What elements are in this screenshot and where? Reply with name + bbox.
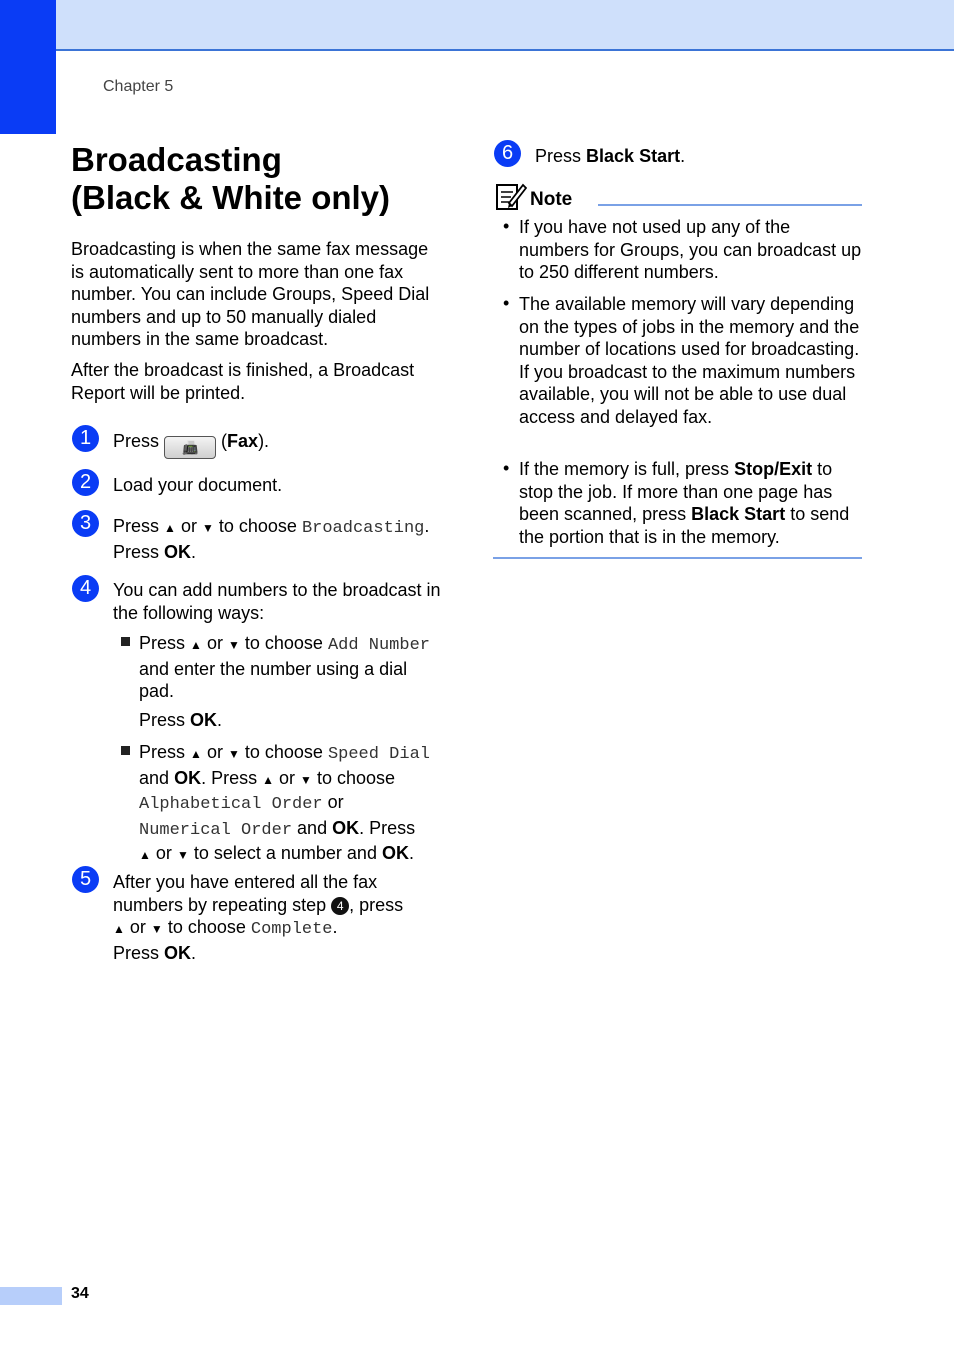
step-4b-or: or bbox=[206, 742, 223, 762]
step-6-text: Press Black Start. bbox=[535, 146, 686, 166]
step-6-press: Press bbox=[535, 146, 582, 166]
down-arrow-icon: ▼ bbox=[227, 638, 240, 652]
note-item-3-a: If the memory is full, press bbox=[519, 459, 730, 479]
step-4b-press-2: . Press bbox=[201, 767, 258, 788]
step-3-press-2: Press bbox=[113, 541, 160, 562]
fax-label: Fax bbox=[227, 431, 259, 451]
up-arrow-icon: ▲ bbox=[164, 521, 176, 535]
step-3-or: or bbox=[180, 516, 197, 536]
step-3-to-choose: to choose bbox=[218, 516, 297, 536]
step-4-reference-icon: 4 bbox=[331, 897, 349, 915]
step-5-line-2: numbers by repeating step bbox=[113, 894, 327, 915]
down-arrow-icon: ▼ bbox=[150, 922, 163, 936]
step-4b-to-select: to select a number and bbox=[193, 843, 377, 863]
step-4b-or-3: or bbox=[327, 792, 344, 812]
chapter-tab bbox=[0, 0, 56, 134]
title-line-1: Broadcasting bbox=[71, 141, 282, 178]
step-4-badge: 4 bbox=[72, 575, 99, 602]
header-band bbox=[0, 0, 954, 51]
step-4a-rest: and enter the number using a dial pad. bbox=[139, 658, 408, 701]
note-item-3-c: to send the portion that is in the memory. bbox=[519, 504, 850, 547]
step-2-badge: 2 bbox=[72, 469, 99, 496]
ok-key: OK bbox=[164, 942, 192, 963]
ok-key: OK bbox=[190, 710, 218, 730]
step-4a-press: Press bbox=[139, 633, 186, 653]
step-4b-press-3: . Press bbox=[359, 817, 416, 838]
menu-numerical-order: Numerical Order bbox=[139, 820, 293, 840]
chapter-label: Chapter 5 bbox=[103, 78, 174, 95]
step-4b-press: Press bbox=[139, 742, 186, 762]
note-item-2: The available memory will vary depending on the types of jobs in the memory and the number of locations used for broadcasting. If you broadcast to the maximum numbers available, you will not be able to use dual access and delayed fax. bbox=[519, 294, 860, 427]
step-4b-or-2: or bbox=[279, 767, 296, 788]
menu-broadcasting: Broadcasting bbox=[301, 519, 425, 538]
down-arrow-icon: ▼ bbox=[300, 772, 312, 787]
up-arrow-icon: ▲ bbox=[139, 848, 151, 862]
stop-exit-key: Stop/Exit bbox=[734, 459, 813, 479]
step-5-text: After you have entered all the fax numbers by repeating step 4 , press ▲ or ▼ to choose Complete. Press OK. bbox=[113, 872, 404, 963]
step-4-text: You can add numbers to the broadcast in the following ways: bbox=[113, 580, 441, 623]
note-item-3-b: to stop the job. If more than one page has been scanned, press bbox=[519, 459, 833, 524]
step-4a-text bbox=[139, 632, 444, 703]
step-4b-and: and bbox=[139, 767, 170, 788]
step-4b-text: Press ▲ or ▼ to choose Speed Dial and OK. Press ▲ or ▼ to choose Alphabetical Order or Numerical Order and OK. Press ▲ or ▼ to select a number and OK. bbox=[139, 742, 430, 863]
step-4a-to-choose: to choose bbox=[244, 633, 323, 653]
up-arrow-icon: ▲ bbox=[113, 922, 125, 936]
step-4b-and-2: and bbox=[297, 817, 328, 838]
step-3-press: Press bbox=[113, 516, 160, 536]
bullet-dot: • bbox=[503, 216, 510, 236]
step-4a-or: or bbox=[206, 633, 223, 653]
ok-key: OK bbox=[164, 541, 192, 562]
menu-alphabetical-order: Alphabetical Order bbox=[139, 795, 323, 814]
down-arrow-icon: ▼ bbox=[201, 521, 214, 535]
up-arrow-icon: ▲ bbox=[262, 772, 274, 787]
step-5-line-1: After you have entered all the fax bbox=[113, 872, 378, 892]
intro-paragraph-1: Broadcasting is when the same fax message is automatically sent to more than one fax number. You can include Groups, Speed Dial numbers and up to 50 manually dialed numbers in the same broadcast. bbox=[71, 239, 430, 349]
ok-key: OK bbox=[332, 817, 360, 838]
fax-key-icon: 📠 bbox=[164, 436, 216, 459]
bullet-square bbox=[121, 637, 130, 646]
black-start-key: Black Start bbox=[691, 504, 786, 524]
title-line-2: (Black & White only) bbox=[71, 179, 391, 216]
black-start-key: Black Start bbox=[586, 146, 681, 166]
bullet-square bbox=[121, 746, 130, 755]
step-6-badge: 6 bbox=[494, 140, 521, 167]
note-divider bbox=[598, 204, 862, 206]
note-header bbox=[495, 181, 862, 211]
step-1-press: Press bbox=[113, 431, 160, 451]
step-4a-press-ok: Press OK. bbox=[139, 710, 223, 730]
step-1-text: Press 📠 (Fax). bbox=[113, 430, 269, 459]
step-3-badge: 3 bbox=[72, 510, 99, 537]
note-pencil-icon bbox=[495, 181, 527, 211]
note-label: Note bbox=[530, 189, 573, 210]
step-1-badge: 1 bbox=[72, 425, 99, 452]
footer-band bbox=[0, 1287, 62, 1305]
down-arrow-icon: ▼ bbox=[176, 848, 189, 862]
menu-complete: Complete bbox=[250, 920, 333, 939]
up-arrow-icon: ▲ bbox=[190, 747, 202, 761]
bullet-dot: • bbox=[503, 458, 510, 478]
step-5-badge: 5 bbox=[72, 866, 99, 893]
step-5-to-choose: to choose bbox=[167, 917, 246, 937]
note-item-3 bbox=[519, 458, 862, 548]
step-1-end: ). bbox=[258, 431, 270, 451]
menu-add-number: Add Number bbox=[327, 636, 430, 655]
step-4a-press-2: Press bbox=[139, 710, 186, 730]
note-item-1: If you have not used up any of the numbers for Groups, you can broadcast up to 250 different numbers. bbox=[519, 217, 862, 282]
step-5-press: , press bbox=[349, 894, 404, 915]
page-number: 34 bbox=[71, 1285, 89, 1302]
page-title bbox=[71, 141, 451, 217]
bullet-dot: • bbox=[503, 293, 510, 313]
step-4b-to-choose-2: to choose bbox=[316, 767, 395, 788]
up-arrow-icon: ▲ bbox=[190, 638, 202, 652]
step-4b-to-choose: to choose bbox=[244, 742, 323, 762]
step-2-text: Load your document. bbox=[113, 475, 283, 495]
step-4b-or-4: or bbox=[155, 843, 172, 863]
menu-speed-dial: Speed Dial bbox=[327, 745, 430, 764]
ok-key: OK bbox=[174, 767, 202, 788]
note-bottom-divider bbox=[493, 557, 862, 559]
intro-paragraph-2: After the broadcast is finished, a Broadcast Report will be printed. bbox=[71, 360, 415, 403]
step-5-press-2: Press bbox=[113, 942, 160, 963]
down-arrow-icon: ▼ bbox=[227, 747, 240, 761]
step-3-text: Press ▲ or ▼ to choose Broadcasting. Press OK. bbox=[113, 516, 430, 562]
ok-key: OK bbox=[381, 843, 409, 863]
